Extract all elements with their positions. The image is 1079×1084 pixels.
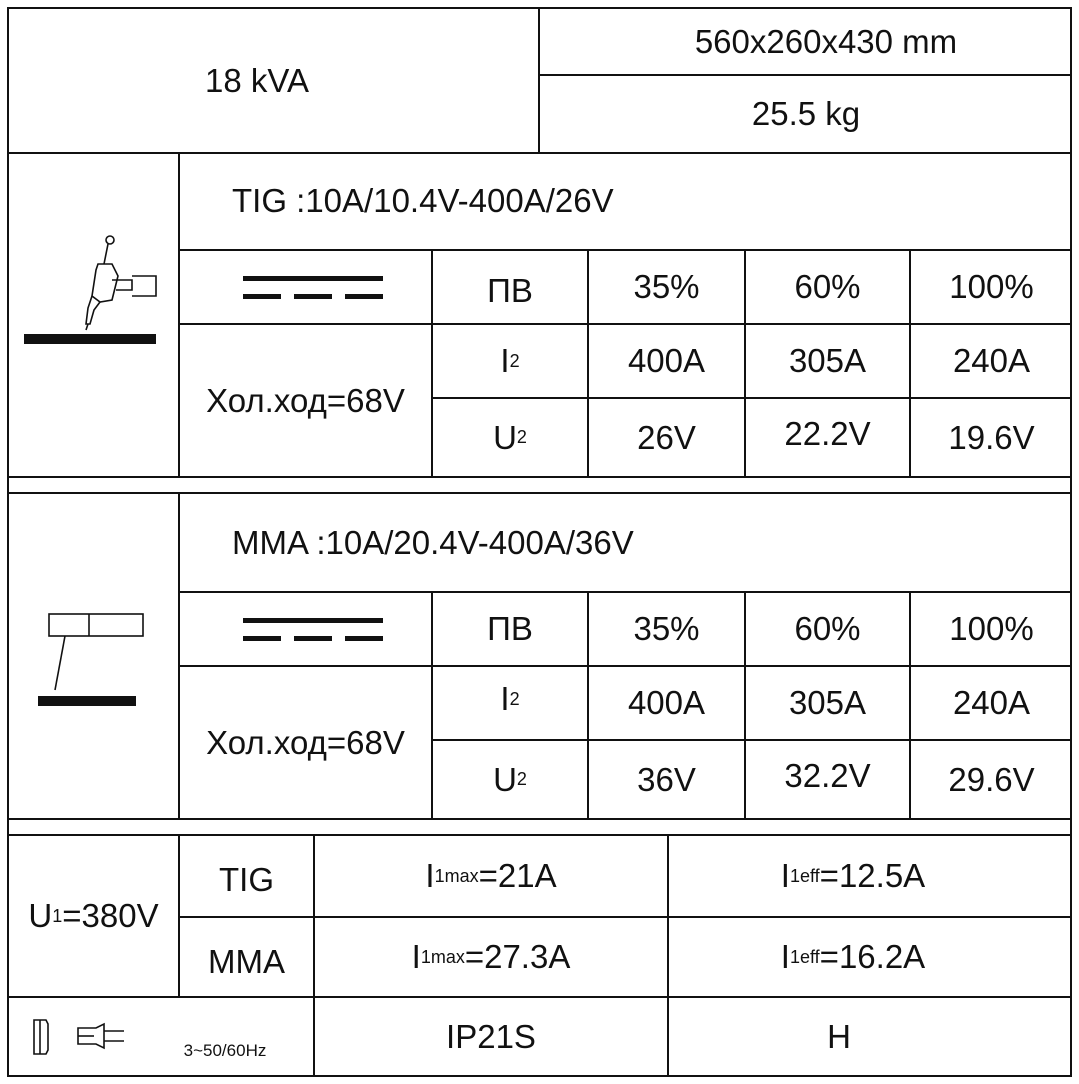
- tig-title: TIG :10A/10.4V-400A/26V: [232, 182, 614, 219]
- supply-frequency: 3~50/60Hz: [183, 1041, 267, 1060]
- mma-duty-60: 60%: [794, 610, 861, 647]
- plug-icon: [76, 1022, 128, 1050]
- tig-u2-100: 19.6V: [948, 418, 1035, 456]
- mma-electrode-icon: [35, 610, 150, 710]
- mma-duty-35: 35%: [633, 610, 700, 647]
- tig-duty-35: 35%: [633, 268, 700, 305]
- input-voltage: U 1 =380V: [28, 897, 159, 934]
- tig-i2-35: 400A: [627, 342, 706, 379]
- input-imax-mma: I 1max =27.3A: [411, 938, 571, 975]
- tig-torch-icon: [20, 230, 160, 350]
- weight: 25.5 kg: [751, 95, 861, 132]
- divider: [7, 818, 1072, 820]
- protection-class: IP21S: [446, 1018, 536, 1055]
- mma-u2-label: U 2: [493, 760, 527, 798]
- mma-pv-label: ПВ: [487, 610, 533, 647]
- tig-pv-label: ПВ: [487, 272, 533, 309]
- input-ieff-mma: I 1eff =16.2A: [780, 938, 926, 975]
- mma-i2-100: 240A: [952, 684, 1031, 721]
- tig-duty-60: 60%: [794, 268, 861, 305]
- dimensions: 560x260x430 mm: [694, 23, 958, 60]
- tig-u2-60: 22.2V: [784, 414, 871, 452]
- mma-i2-60: 305A: [788, 684, 867, 721]
- divider: [7, 476, 1072, 478]
- input-mode-mma: MMA: [208, 943, 285, 980]
- mma-u2-60: 32.2V: [784, 756, 871, 794]
- tig-i2-60: 305A: [788, 342, 867, 379]
- power-rating: 18 kVA: [205, 61, 309, 99]
- tig-no-load-voltage: Хол.ход=68V: [206, 381, 405, 419]
- mma-i2-35: 400A: [627, 684, 706, 721]
- mma-u2-35: 36V: [637, 760, 696, 798]
- input-ieff-tig: I 1eff =12.5A: [780, 857, 926, 894]
- input-imax-tig: I 1max =21A: [425, 857, 557, 894]
- tig-duty-100: 100%: [949, 268, 1034, 305]
- mma-duty-100: 100%: [949, 610, 1034, 647]
- mma-no-load-voltage: Хол.ход=68V: [206, 723, 405, 761]
- tig-u2-35: 26V: [637, 418, 696, 456]
- input-mode-tig: TIG: [219, 861, 274, 898]
- insulation-class: H: [827, 1018, 851, 1055]
- tig-u2-label: U 2: [493, 418, 527, 456]
- transformer-icon: [32, 1018, 58, 1056]
- tig-i2-100: 240A: [952, 342, 1031, 379]
- mma-i2-label: I 2: [500, 680, 520, 717]
- tig-i2-label: I 2: [500, 342, 520, 379]
- mma-u2-100: 29.6V: [948, 760, 1035, 798]
- dc-current-icon: [243, 616, 383, 646]
- mma-title: MMA :10A/20.4V-400A/36V: [232, 524, 634, 561]
- dc-current-icon: [243, 274, 383, 304]
